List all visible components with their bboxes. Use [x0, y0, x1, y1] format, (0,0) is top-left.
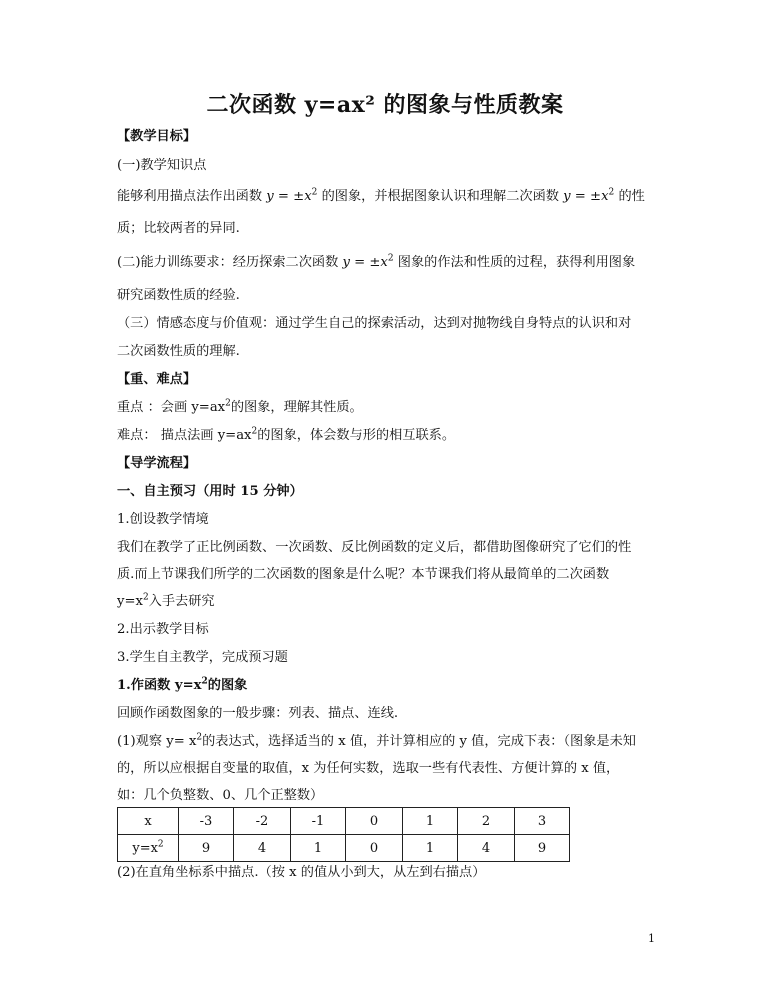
table-row-y	[118, 835, 570, 862]
table-cell: -1	[291, 808, 346, 835]
table-cell: 2	[458, 808, 515, 835]
formula: y = ±x	[266, 189, 312, 204]
plot-instruction: (2)在直角坐标系中描点.（按 x 的值从小到大，从左到右描点）	[117, 865, 486, 880]
table-cell: -2	[234, 808, 291, 835]
step-2: 2.出示教学目标	[117, 622, 209, 637]
table-cell: 3	[515, 808, 570, 835]
intro-paragraph-line-2: 质.而上节课我们所学的二次函数的图象是什么呢？本节课我们将从最简单的二次函数	[117, 567, 610, 582]
emotion-paragraph-line-2: 二次函数性质的理解.	[117, 344, 240, 359]
ability-paragraph-line-1: (二)能力训练要求：经历探索二次函数 $y = \pm x^2$ 图象的作法和性质的过程，获得利用图象	[117, 253, 636, 270]
key-point: 重点 ：会画 $y=ax^2$的图象，理解其性质。	[117, 398, 363, 415]
flow-heading: 【导学流程】	[117, 456, 197, 471]
value-table	[117, 807, 570, 862]
task-1-heading: 1.作函数 $y=x^2$的图象	[117, 676, 248, 693]
table-cell: 4	[458, 835, 515, 862]
key-points-heading: 【重、难点】	[117, 372, 197, 387]
intro-paragraph-line-3: $y=x^2$入手去研究	[117, 592, 215, 609]
review-steps: 回顾作函数图象的一般步骤：列表、描点、连线.	[117, 706, 399, 721]
step-1: 1.创设教学情境	[117, 512, 209, 527]
page-number: 1	[648, 932, 655, 945]
ability-paragraph-line-2: 研究函数性质的经验.	[117, 288, 240, 303]
observe-paragraph-line-2: 的，所以应根据自变量的取值，x 为任何实数，选取一些有代表性、方便计算的 x 值，	[117, 761, 620, 776]
table-cell: 9	[515, 835, 570, 862]
observe-paragraph-line-1: (1)观察 $y= x^2$的表达式，选择适当的 x 值，并计算相应的 y 值，完成下表：（图象是未知	[117, 732, 636, 749]
knowledge-paragraph-line-1: 能够利用描点法作出函数 $y = \pm x^2$ 的图象，并根据图象认识和理解二次函数 $y = \pm x^2$ 的性	[117, 187, 645, 204]
table-cell: -3	[179, 808, 234, 835]
table-cell: 1	[291, 835, 346, 862]
section-1-heading: 一、自主预习（用时 15 分钟）	[117, 484, 303, 499]
intro-paragraph-line-1: 我们在教学了正比例函数、一次函数、反比例函数的定义后，都借助图像研究了它们的性	[117, 540, 632, 555]
step-3: 3.学生自主教学，完成预习题	[117, 650, 288, 665]
emotion-paragraph-line-1: （三）情感态度与价值观：通过学生自己的探索活动，达到对抛物线自身特点的认识和对	[117, 316, 632, 331]
table-cell: 0	[346, 808, 403, 835]
difficult-point: 难点： 描点法画 $y=ax^2$的图象，体会数与形的相互联系。	[117, 426, 456, 443]
knowledge-label: (一)教学知识点	[117, 158, 207, 173]
goals-heading: 【教学目标】	[117, 129, 197, 144]
knowledge-paragraph-line-2: 质；比较两者的异同.	[117, 221, 240, 236]
formula: y = ±x	[342, 255, 388, 270]
table-cell: 1	[403, 808, 458, 835]
table-cell: 1	[403, 835, 458, 862]
formula: y = ±x	[563, 189, 609, 204]
observe-paragraph-line-3: 如：几个负整数、0、几个正整数）	[117, 788, 324, 803]
table-cell: 9	[179, 835, 234, 862]
table-cell: 4	[234, 835, 291, 862]
page-title: 二次函数 y=ax² 的图象与性质教案	[206, 92, 564, 118]
table-cell: 0	[346, 835, 403, 862]
table-header-y: $y=x^2$	[118, 835, 179, 862]
table-header-x: x	[118, 808, 179, 835]
table-row-x	[118, 808, 570, 835]
